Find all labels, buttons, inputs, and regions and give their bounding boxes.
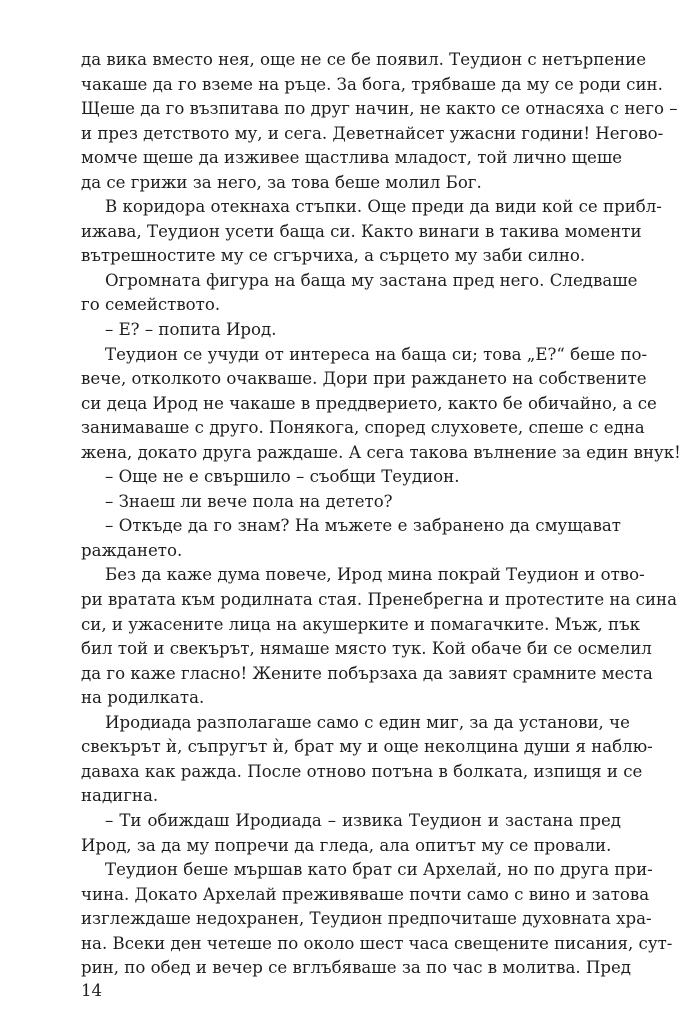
text-line: Ирод, за да му попречи да гледа, ала опитът му се провали. bbox=[81, 835, 612, 855]
text-line: надигна. bbox=[81, 786, 159, 806]
text-line: – Ти обиждаш Иродиада – извика Теудион и застана пред bbox=[105, 810, 621, 830]
text-line: да вика вместо нея, още не се бе появил. Теудион с нетърпение bbox=[81, 50, 647, 69]
text-line: Без да каже дума повече, Ирод мина покрай Теудион и отво- bbox=[105, 565, 645, 585]
text-line: – Е? – попита Ирод. bbox=[105, 320, 277, 340]
text-line: бил той и свекърът, нямаше място тук. Кой обаче би се осмелил bbox=[81, 639, 652, 659]
text-line: си, и ужасените лица на акушерките и помагачките. Мъж, пък bbox=[81, 614, 641, 634]
text-line: рин, по обед и вечер се вглъбяваше за по час в молитва. Пред bbox=[81, 958, 632, 978]
text-line: и през детството му, и сега. Деветнайсет ужасни години! Негово- bbox=[81, 123, 664, 143]
text-line: даваха как ражда. После отново потъна в болката, изпищя и се bbox=[81, 761, 643, 781]
text-line: раждането. bbox=[81, 540, 183, 560]
body-text bbox=[81, 48, 681, 981]
text-line: да се грижи за него, за това беше молил Бог. bbox=[81, 172, 482, 192]
text-line: занимаваше с друго. Понякога, според слуховете, спеше с една bbox=[81, 418, 645, 438]
text-line: изглеждаше недохранен, Теудион предпочиташе духовната хра- bbox=[81, 909, 652, 929]
text-line: – Знаеш ли вече пола на детето? bbox=[105, 491, 393, 511]
text-line: момче щеше да изживее щастлива младост, той лично щеше bbox=[81, 148, 623, 168]
text-line: го семейството. bbox=[81, 295, 221, 315]
text-line: Теудион се учуди от интереса на баща си; това „Е?“ беше по- bbox=[105, 344, 648, 364]
text-line: си деца Ирод не чакаше в преддверието, както бе обичайно, а се bbox=[81, 393, 657, 413]
text-line: – Още не е свършило – съобщи Теудион. bbox=[105, 467, 460, 487]
text-line: ри вратата към родилната стая. Пренебрегна и протестите на сина bbox=[81, 590, 677, 610]
text-line: да го каже гласно! Жените побързаха да завият срамните места bbox=[81, 663, 653, 683]
text-line: Щеше да го възпитава по друг начин, не както се отнасяха с него – bbox=[81, 99, 678, 119]
text-line: чакаше да го вземе на ръце. За бога, трябваше да му се роди син. bbox=[81, 74, 663, 94]
text-line: вече, отколкото очакваше. Дори при раждането на собствените bbox=[81, 369, 647, 389]
text-line: на родилката. bbox=[81, 688, 205, 708]
text-line: вътрешностите му се сгърчиха, а сърцето му заби силно. bbox=[81, 246, 586, 266]
text-line: В коридора отекнаха стъпки. Още преди да види кой се прибл- bbox=[105, 197, 662, 217]
text-line: ижава, Теудион усети баща си. Както винаги в такива моменти bbox=[81, 221, 642, 241]
text-line: на. Всеки ден четеше по около шест часа свещените писания, сут- bbox=[81, 933, 673, 953]
text-line: чина. Докато Архелай преживяваше почти само с вино и затова bbox=[81, 884, 650, 904]
text-line: Теудион беше мършав като брат си Архелай, но по друга при- bbox=[105, 860, 653, 880]
text-line: Иродиада разполагаше само с един миг, за да установи, че bbox=[105, 712, 630, 732]
text-line: свекърът ѝ, съпругът ѝ, брат му и още неколцина души я наблю- bbox=[81, 737, 653, 757]
text-line: Огромната фигура на баща му застана пред него. Следваше bbox=[105, 270, 638, 290]
page-number: 14 bbox=[81, 981, 103, 1000]
text-line: жена, докато друга раждаше. А сега такова вълнение за един внук! bbox=[81, 442, 681, 462]
text-line: – Откъде да го знам? На мъжете е забранено да смущават bbox=[105, 516, 621, 536]
